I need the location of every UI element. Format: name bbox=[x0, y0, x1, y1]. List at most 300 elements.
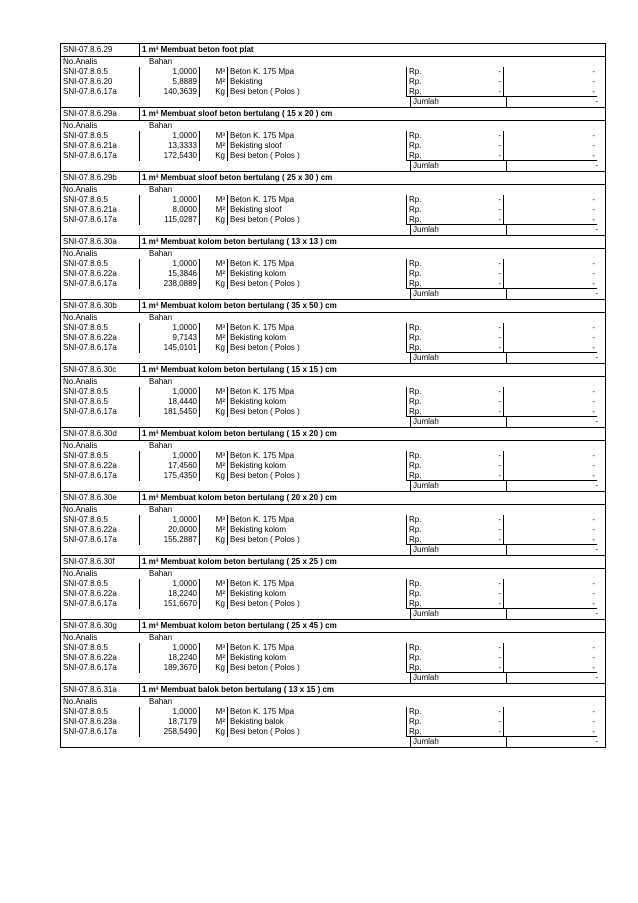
item-code: SNI-07.8.6.17a bbox=[63, 343, 117, 352]
item-qty: 18,2240 bbox=[139, 589, 199, 599]
jumlah-value: - bbox=[506, 481, 600, 491]
item-rp: Rp. bbox=[406, 141, 423, 151]
bahan-label: Bahan bbox=[149, 633, 173, 642]
item-unit: M² bbox=[199, 141, 227, 151]
item-unit: M² bbox=[199, 589, 227, 599]
item-rp: Rp. bbox=[406, 515, 423, 525]
item-row bbox=[61, 215, 605, 225]
item-qty: 15,3846 bbox=[139, 269, 199, 279]
jumlah-label: Jumlah bbox=[410, 481, 506, 491]
jumlah-row bbox=[61, 673, 605, 683]
item-row bbox=[61, 77, 605, 87]
item-code: SNI-07.8.6.17a bbox=[63, 535, 117, 544]
block-header bbox=[61, 172, 605, 185]
item-unit: M³ bbox=[199, 387, 227, 397]
item-total: - bbox=[503, 87, 597, 97]
item-total: - bbox=[503, 397, 597, 407]
item-rp: Rp. bbox=[406, 151, 423, 161]
item-price: - bbox=[498, 451, 501, 460]
jumlah-row bbox=[61, 481, 605, 491]
item-qty: 172,5430 bbox=[139, 151, 199, 161]
block-title: 1 m³ Membuat kolom beton bertulang ( 13 x 13 ) cm bbox=[142, 237, 337, 246]
item-unit: M² bbox=[199, 77, 227, 87]
item-rp: Rp. bbox=[406, 653, 423, 663]
item-unit: M³ bbox=[199, 515, 227, 525]
jumlah-value: - bbox=[506, 417, 600, 427]
item-price: - bbox=[498, 717, 501, 726]
item-desc: Beton K. 175 Mpa bbox=[227, 579, 406, 589]
item-rp: Rp. bbox=[406, 717, 423, 727]
item-unit: Kg bbox=[199, 535, 227, 545]
bahan-label: Bahan bbox=[149, 505, 173, 514]
jumlah-value: - bbox=[506, 609, 600, 619]
item-rp: Rp. bbox=[406, 579, 423, 589]
jumlah-value: - bbox=[506, 289, 600, 299]
item-total: - bbox=[503, 205, 597, 215]
item-code: SNI-07.8.6.22a bbox=[63, 653, 117, 662]
item-qty: 8,0000 bbox=[139, 205, 199, 215]
item-qty: 18,4440 bbox=[139, 397, 199, 407]
block-code: SNI-07.8.6.29a bbox=[61, 108, 140, 120]
item-rp: Rp. bbox=[406, 663, 423, 673]
item-total: - bbox=[503, 67, 597, 77]
block-header bbox=[61, 364, 605, 377]
item-qty: 1,0000 bbox=[139, 195, 199, 205]
jumlah-label: Jumlah bbox=[410, 225, 506, 235]
item-row bbox=[61, 323, 605, 333]
jumlah-row bbox=[61, 545, 605, 555]
item-code: SNI-07.8.6.5 bbox=[63, 195, 108, 204]
item-unit: M³ bbox=[199, 131, 227, 141]
column-labels-row bbox=[61, 185, 605, 195]
item-code: SNI-07.8.6.5 bbox=[63, 387, 108, 396]
item-rp: Rp. bbox=[406, 707, 423, 717]
item-unit: Kg bbox=[199, 279, 227, 289]
column-labels-row bbox=[61, 313, 605, 323]
item-code: SNI-07.8.6.17a bbox=[63, 215, 117, 224]
column-labels-row bbox=[61, 569, 605, 579]
item-unit: Kg bbox=[199, 407, 227, 417]
jumlah-row bbox=[61, 289, 605, 299]
item-total: - bbox=[503, 407, 597, 417]
item-unit: Kg bbox=[199, 215, 227, 225]
bahan-label: Bahan bbox=[149, 313, 173, 322]
block-code: SNI-07.8.6.30a bbox=[61, 236, 140, 248]
item-unit: Kg bbox=[199, 663, 227, 673]
item-row bbox=[61, 269, 605, 279]
item-unit: M² bbox=[199, 205, 227, 215]
item-code: SNI-07.8.6.17a bbox=[63, 407, 117, 416]
jumlah-row bbox=[61, 417, 605, 427]
item-row bbox=[61, 279, 605, 289]
item-price: - bbox=[498, 141, 501, 150]
item-row bbox=[61, 653, 605, 663]
jumlah-row bbox=[61, 161, 605, 171]
item-desc: Bekisting bbox=[227, 77, 406, 87]
jumlah-value: - bbox=[506, 161, 600, 171]
bahan-label: Bahan bbox=[149, 697, 173, 706]
jumlah-label: Jumlah bbox=[410, 353, 506, 363]
item-rp: Rp. bbox=[406, 333, 423, 343]
item-row bbox=[61, 451, 605, 461]
item-price: - bbox=[423, 151, 503, 161]
item-price: - bbox=[498, 653, 501, 662]
item-qty: 18,2240 bbox=[139, 653, 199, 663]
column-labels-row bbox=[61, 57, 605, 67]
jumlah-row bbox=[61, 225, 605, 235]
item-row bbox=[61, 67, 605, 77]
bahan-label: Bahan bbox=[149, 569, 173, 578]
item-price: - bbox=[423, 471, 503, 481]
item-code: SNI-07.8.6.22a bbox=[63, 333, 117, 342]
item-price: - bbox=[498, 643, 501, 652]
item-code: SNI-07.8.6.21a bbox=[63, 141, 117, 150]
analysis-block bbox=[60, 619, 606, 683]
item-total: - bbox=[503, 151, 597, 161]
item-rp: Rp. bbox=[406, 67, 423, 77]
item-row bbox=[61, 205, 605, 215]
item-rp: Rp. bbox=[406, 407, 423, 417]
jumlah-value: - bbox=[506, 545, 600, 555]
column-labels-row bbox=[61, 249, 605, 259]
item-desc: Besi beton ( Polos ) bbox=[227, 471, 406, 481]
item-desc: Bekisting kolom bbox=[227, 397, 406, 407]
item-qty: 18,7179 bbox=[139, 717, 199, 727]
item-code: SNI-07.8.6.5 bbox=[63, 643, 108, 652]
item-qty: 175,4350 bbox=[139, 471, 199, 481]
item-desc: Bekisting kolom bbox=[227, 269, 406, 279]
item-code: SNI-07.8.6.5 bbox=[63, 131, 108, 140]
item-total: - bbox=[503, 333, 597, 343]
item-rp: Rp. bbox=[406, 727, 423, 737]
item-qty: 181,5450 bbox=[139, 407, 199, 417]
item-code: SNI-07.8.6.22a bbox=[63, 525, 117, 534]
item-qty: 1,0000 bbox=[139, 643, 199, 653]
item-unit: M² bbox=[199, 653, 227, 663]
item-row bbox=[61, 151, 605, 161]
block-header bbox=[61, 236, 605, 249]
item-row bbox=[61, 461, 605, 471]
item-unit: Kg bbox=[199, 471, 227, 481]
column-labels-row bbox=[61, 377, 605, 387]
item-total: - bbox=[503, 589, 597, 599]
item-row bbox=[61, 333, 605, 343]
item-total: - bbox=[503, 387, 597, 397]
block-code: SNI-07.8.6.30e bbox=[61, 492, 140, 504]
item-desc: Besi beton ( Polos ) bbox=[227, 343, 406, 353]
item-rp: Rp. bbox=[406, 279, 423, 289]
item-code: SNI-07.8.6.5 bbox=[63, 323, 108, 332]
item-price: - bbox=[498, 205, 501, 214]
item-qty: 151,6670 bbox=[139, 599, 199, 609]
item-row bbox=[61, 195, 605, 205]
block-title: 1 m³ Membuat beton foot plat bbox=[142, 45, 254, 54]
item-qty: 5,8889 bbox=[139, 77, 199, 87]
item-code: SNI-07.8.6.17a bbox=[63, 279, 117, 288]
block-header bbox=[61, 428, 605, 441]
item-code: SNI-07.8.6.21a bbox=[63, 205, 117, 214]
no-analis-label: No.Analis bbox=[63, 121, 98, 130]
item-rp: Rp. bbox=[406, 589, 423, 599]
item-code: SNI-07.8.6.22a bbox=[63, 461, 117, 470]
block-code: SNI-07.8.6.30b bbox=[61, 300, 140, 312]
analysis-block bbox=[60, 427, 606, 491]
item-qty: 258,5490 bbox=[139, 727, 199, 737]
jumlah-label: Jumlah bbox=[410, 737, 506, 747]
item-total: - bbox=[503, 663, 597, 673]
block-title: 1 m³ Membuat balok beton bertulang ( 13 x 15 ) cm bbox=[142, 685, 335, 694]
item-price: - bbox=[498, 259, 501, 268]
block-header bbox=[61, 620, 605, 633]
block-title: 1 m³ Membuat kolom beton bertulang ( 20 x 20 ) cm bbox=[142, 493, 337, 502]
item-row bbox=[61, 87, 605, 97]
analysis-block bbox=[60, 235, 606, 299]
item-code: SNI-07.8.6.5 bbox=[63, 397, 108, 406]
item-rp: Rp. bbox=[406, 269, 423, 279]
item-desc: Bekisting kolom bbox=[227, 653, 406, 663]
item-price: - bbox=[498, 525, 501, 534]
item-code: SNI-07.8.6.5 bbox=[63, 67, 108, 76]
no-analis-label: No.Analis bbox=[63, 377, 98, 386]
analysis-block bbox=[60, 683, 606, 748]
item-rp: Rp. bbox=[406, 323, 423, 333]
item-desc: Beton K. 175 Mpa bbox=[227, 387, 406, 397]
item-price: - bbox=[498, 461, 501, 470]
no-analis-label: No.Analis bbox=[63, 249, 98, 258]
block-code: SNI-07.8.6.31a bbox=[61, 684, 140, 696]
item-desc: Beton K. 175 Mpa bbox=[227, 259, 406, 269]
item-price: - bbox=[423, 599, 503, 609]
item-price: - bbox=[423, 407, 503, 417]
block-title: 1 m³ Membuat kolom beton bertulang ( 25 x 25 ) cm bbox=[142, 557, 337, 566]
item-row bbox=[61, 535, 605, 545]
analysis-block bbox=[60, 107, 606, 171]
no-analis-label: No.Analis bbox=[63, 441, 98, 450]
bahan-label: Bahan bbox=[149, 377, 173, 386]
analysis-block bbox=[60, 555, 606, 619]
item-desc: Bekisting kolom bbox=[227, 461, 406, 471]
jumlah-value: - bbox=[506, 737, 600, 747]
item-qty: 140,3639 bbox=[139, 87, 199, 97]
item-desc: Beton K. 175 Mpa bbox=[227, 67, 406, 77]
block-header bbox=[61, 108, 605, 121]
item-unit: M³ bbox=[199, 579, 227, 589]
item-qty: 1,0000 bbox=[139, 515, 199, 525]
bahan-label: Bahan bbox=[149, 121, 173, 130]
item-total: - bbox=[503, 451, 597, 461]
block-header bbox=[61, 44, 605, 57]
block-code: SNI-07.8.6.30d bbox=[61, 428, 140, 440]
item-total: - bbox=[503, 131, 597, 141]
item-unit: M² bbox=[199, 717, 227, 727]
item-desc: Beton K. 175 Mpa bbox=[227, 323, 406, 333]
item-total: - bbox=[503, 717, 597, 727]
analysis-sheet bbox=[60, 43, 606, 748]
item-row bbox=[61, 141, 605, 151]
item-code: SNI-07.8.6.5 bbox=[63, 515, 108, 524]
jumlah-label: Jumlah bbox=[410, 609, 506, 619]
item-code: SNI-07.8.6.17a bbox=[63, 151, 117, 160]
jumlah-label: Jumlah bbox=[410, 289, 506, 299]
item-unit: M² bbox=[199, 333, 227, 343]
item-qty: 155,2887 bbox=[139, 535, 199, 545]
item-total: - bbox=[503, 643, 597, 653]
jumlah-label: Jumlah bbox=[410, 97, 506, 107]
item-desc: Bekisting balok bbox=[227, 717, 406, 727]
jumlah-value: - bbox=[506, 353, 600, 363]
item-code: SNI-07.8.6.17a bbox=[63, 727, 117, 736]
item-price: - bbox=[498, 515, 501, 524]
item-total: - bbox=[503, 579, 597, 589]
item-total: - bbox=[503, 515, 597, 525]
item-row bbox=[61, 515, 605, 525]
item-price: - bbox=[498, 195, 501, 204]
item-code: SNI-07.8.6.17a bbox=[63, 471, 117, 480]
item-price: - bbox=[498, 707, 501, 716]
item-unit: Kg bbox=[199, 343, 227, 353]
item-code: SNI-07.8.6.17a bbox=[63, 663, 117, 672]
item-desc: Besi beton ( Polos ) bbox=[227, 599, 406, 609]
item-rp: Rp. bbox=[406, 397, 423, 407]
item-qty: 9,7143 bbox=[139, 333, 199, 343]
item-unit: M³ bbox=[199, 451, 227, 461]
no-analis-label: No.Analis bbox=[63, 57, 98, 66]
item-total: - bbox=[503, 77, 597, 87]
item-price: - bbox=[498, 387, 501, 396]
no-analis-label: No.Analis bbox=[63, 569, 98, 578]
item-desc: Bekisting sloof bbox=[227, 205, 406, 215]
block-header bbox=[61, 492, 605, 505]
item-row bbox=[61, 407, 605, 417]
item-desc: Besi beton ( Polos ) bbox=[227, 727, 406, 737]
block-header bbox=[61, 684, 605, 697]
item-code: SNI-07.8.6.5 bbox=[63, 707, 108, 716]
jumlah-row bbox=[61, 97, 605, 107]
item-rp: Rp. bbox=[406, 195, 423, 205]
item-row bbox=[61, 387, 605, 397]
item-price: - bbox=[498, 131, 501, 140]
item-price: - bbox=[498, 67, 501, 76]
block-code: SNI-07.8.6.30c bbox=[61, 364, 140, 376]
item-total: - bbox=[503, 707, 597, 717]
item-row bbox=[61, 471, 605, 481]
item-price: - bbox=[498, 589, 501, 598]
no-analis-label: No.Analis bbox=[63, 185, 98, 194]
item-price: - bbox=[423, 343, 503, 353]
item-price: - bbox=[423, 87, 503, 97]
item-qty: 238,0889 bbox=[139, 279, 199, 289]
item-qty: 145,0101 bbox=[139, 343, 199, 353]
item-unit: M³ bbox=[199, 643, 227, 653]
item-qty: 1,0000 bbox=[139, 323, 199, 333]
block-code: SNI-07.8.6.29b bbox=[61, 172, 140, 184]
item-code: SNI-07.8.6.22a bbox=[63, 269, 117, 278]
item-unit: M³ bbox=[199, 259, 227, 269]
item-code: SNI-07.8.6.17a bbox=[63, 87, 117, 96]
analysis-block bbox=[60, 171, 606, 235]
item-qty: 1,0000 bbox=[139, 579, 199, 589]
item-row bbox=[61, 343, 605, 353]
item-code: SNI-07.8.6.17a bbox=[63, 599, 117, 608]
item-desc: Beton K. 175 Mpa bbox=[227, 515, 406, 525]
item-total: - bbox=[503, 599, 597, 609]
item-desc: Bekisting sloof bbox=[227, 141, 406, 151]
item-price: - bbox=[498, 323, 501, 332]
item-desc: Beton K. 175 Mpa bbox=[227, 707, 406, 717]
column-labels-row bbox=[61, 441, 605, 451]
item-rp: Rp. bbox=[406, 387, 423, 397]
item-desc: Beton K. 175 Mpa bbox=[227, 451, 406, 461]
item-desc: Bekisting kolom bbox=[227, 525, 406, 535]
jumlah-row bbox=[61, 737, 605, 747]
item-qty: 1,0000 bbox=[139, 131, 199, 141]
item-total: - bbox=[503, 141, 597, 151]
item-rp: Rp. bbox=[406, 215, 423, 225]
item-total: - bbox=[503, 653, 597, 663]
item-code: SNI-07.8.6.23a bbox=[63, 717, 117, 726]
item-total: - bbox=[503, 535, 597, 545]
item-code: SNI-07.8.6.22a bbox=[63, 589, 117, 598]
item-qty: 189,3670 bbox=[139, 663, 199, 673]
item-price: - bbox=[498, 333, 501, 342]
jumlah-label: Jumlah bbox=[410, 545, 506, 555]
item-desc: Bekisting kolom bbox=[227, 333, 406, 343]
item-rp: Rp. bbox=[406, 643, 423, 653]
item-row bbox=[61, 663, 605, 673]
item-rp: Rp. bbox=[406, 259, 423, 269]
column-labels-row bbox=[61, 121, 605, 131]
item-unit: M³ bbox=[199, 195, 227, 205]
item-desc: Beton K. 175 Mpa bbox=[227, 131, 406, 141]
jumlah-row bbox=[61, 353, 605, 363]
jumlah-label: Jumlah bbox=[410, 417, 506, 427]
item-unit: M³ bbox=[199, 323, 227, 333]
block-header bbox=[61, 556, 605, 569]
item-price: - bbox=[423, 535, 503, 545]
item-unit: M² bbox=[199, 525, 227, 535]
item-desc: Besi beton ( Polos ) bbox=[227, 87, 406, 97]
item-qty: 1,0000 bbox=[139, 259, 199, 269]
item-desc: Besi beton ( Polos ) bbox=[227, 151, 406, 161]
item-total: - bbox=[503, 269, 597, 279]
item-desc: Besi beton ( Polos ) bbox=[227, 535, 406, 545]
analysis-block bbox=[60, 43, 606, 107]
bahan-label: Bahan bbox=[149, 441, 173, 450]
item-qty: 17,4560 bbox=[139, 461, 199, 471]
analysis-block bbox=[60, 299, 606, 363]
item-code: SNI-07.8.6.5 bbox=[63, 579, 108, 588]
item-price: - bbox=[423, 663, 503, 673]
item-rp: Rp. bbox=[406, 87, 423, 97]
item-total: - bbox=[503, 215, 597, 225]
item-total: - bbox=[503, 461, 597, 471]
bahan-label: Bahan bbox=[149, 57, 173, 66]
item-rp: Rp. bbox=[406, 599, 423, 609]
item-unit: Kg bbox=[199, 727, 227, 737]
no-analis-label: No.Analis bbox=[63, 633, 98, 642]
item-unit: M² bbox=[199, 461, 227, 471]
item-total: - bbox=[503, 323, 597, 333]
item-total: - bbox=[503, 343, 597, 353]
item-rp: Rp. bbox=[406, 461, 423, 471]
item-price: - bbox=[498, 269, 501, 278]
item-qty: 115,0287 bbox=[139, 215, 199, 225]
item-total: - bbox=[503, 259, 597, 269]
item-total: - bbox=[503, 279, 597, 289]
analysis-block bbox=[60, 363, 606, 427]
item-price: - bbox=[423, 215, 503, 225]
item-row bbox=[61, 259, 605, 269]
